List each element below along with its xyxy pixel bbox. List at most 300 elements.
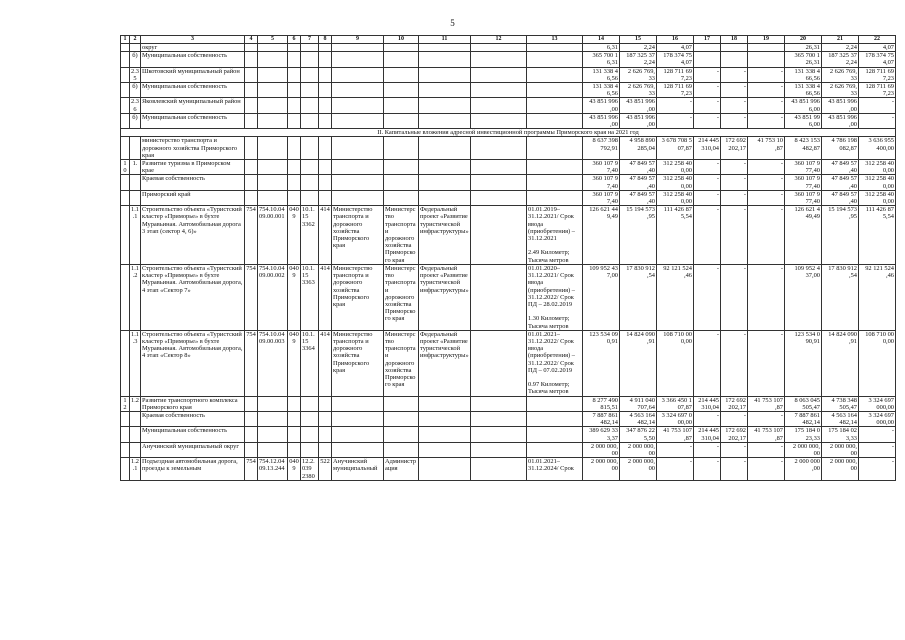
table-row-cell-col17: - bbox=[694, 83, 721, 98]
table-row-cell-col14: 6,31 bbox=[583, 44, 620, 52]
table-row-cell-col1 bbox=[121, 52, 130, 67]
table-row-cell-col1 bbox=[121, 44, 130, 52]
table-row-cell-col4: 754 bbox=[245, 458, 258, 481]
table-row-cell-col8: 414 bbox=[319, 330, 332, 396]
table-row-cell-col4 bbox=[245, 83, 258, 98]
table-row-cell-col10 bbox=[384, 442, 419, 457]
table-row-cell-col20: 360 107 9 77,40 bbox=[785, 190, 822, 205]
table-row bbox=[121, 330, 896, 396]
table-row-cell-col8: 414 bbox=[319, 264, 332, 330]
table-row-cell-col19 bbox=[748, 52, 785, 67]
table-row-cell-col14: 2 000 000, 00 bbox=[583, 442, 620, 457]
table-row-cell-col5 bbox=[258, 427, 288, 442]
table-row-cell-col2: 1.1.2 bbox=[130, 264, 141, 330]
table-row-cell-col5 bbox=[258, 113, 288, 128]
table-row-cell-col1 bbox=[121, 458, 130, 481]
table-row-cell-col4 bbox=[245, 427, 258, 442]
header-row-cell-col16: 16 bbox=[657, 36, 694, 44]
table-row bbox=[121, 52, 896, 67]
table-row-cell-col5: 754.10.04 09.00.003 bbox=[258, 330, 288, 396]
table-row-cell-col4 bbox=[245, 137, 258, 160]
table-row-cell-col13 bbox=[527, 113, 583, 128]
table-row-cell-col13 bbox=[527, 98, 583, 113]
table-row bbox=[121, 190, 896, 205]
table-row-cell-col13 bbox=[527, 175, 583, 190]
table-row-cell-col11: Федеральный проект «Развитие туристической инфраструктуры» bbox=[419, 206, 471, 265]
table-row-cell-col3: Краевая собственность bbox=[141, 175, 245, 190]
table-row-cell-col20: 131 338 4 66,56 bbox=[785, 67, 822, 82]
header-row-cell-col10: 10 bbox=[384, 36, 419, 44]
table-row-cell-col18: - bbox=[721, 206, 748, 265]
table-row-cell-col16: - bbox=[657, 98, 694, 113]
table-row-cell-col19: - bbox=[748, 98, 785, 113]
table-row-cell-col15: 2 000 000, 00 bbox=[620, 442, 657, 457]
table-row bbox=[121, 411, 896, 426]
header-row-cell-col4: 4 bbox=[245, 36, 258, 44]
table-row-cell-col22: - bbox=[859, 113, 896, 128]
table-row-cell-col15: 4 563 164 482,14 bbox=[620, 411, 657, 426]
table-row-cell-col2 bbox=[130, 190, 141, 205]
table-row-cell-col2: б) bbox=[130, 113, 141, 128]
table-row-cell-col17: - bbox=[694, 330, 721, 396]
table-row-cell-col3: Развитие туризма в Приморском крае bbox=[141, 160, 245, 175]
table-row-cell-col12 bbox=[471, 67, 527, 82]
table-row-cell-col22: 3 324 697 000,00 bbox=[859, 411, 896, 426]
table-row-cell-col10 bbox=[384, 396, 419, 411]
table-row-cell-col7 bbox=[301, 52, 319, 67]
table-row-cell-col16: 41 753 107 ,87 bbox=[657, 427, 694, 442]
table-row-cell-col22: 4,07 bbox=[859, 44, 896, 52]
table-row-cell-col12 bbox=[471, 427, 527, 442]
table-row-cell-col3: Шкотовский муниципальный район bbox=[141, 67, 245, 82]
table-row-cell-col2: 1.1.3 bbox=[130, 330, 141, 396]
table-row-cell-col6 bbox=[288, 52, 301, 67]
table-row bbox=[121, 44, 896, 52]
table-row-cell-col21: 2 626 769, 33 bbox=[822, 83, 859, 98]
table-row-cell-col14: 8 277 490 815,51 bbox=[583, 396, 620, 411]
table-row-cell-col9: Министерство транспорта и дорожного хозяйства Приморского края bbox=[332, 264, 384, 330]
table-row-cell-col8: 414 bbox=[319, 206, 332, 265]
table-row-cell-col9 bbox=[332, 52, 384, 67]
table-row-cell-col17: - bbox=[694, 160, 721, 175]
table-row-cell-col6: 0409 bbox=[288, 458, 301, 481]
table-row-cell-col21: 2 000 000, 00 bbox=[822, 442, 859, 457]
table-row-cell-col21: 187 325 37 2,24 bbox=[822, 52, 859, 67]
table-row-cell-col4 bbox=[245, 442, 258, 457]
table-row-cell-col15: 47 849 57 ,40 bbox=[620, 160, 657, 175]
table-row-cell-col1 bbox=[121, 442, 130, 457]
table-row-cell-col20: 109 952 4 37,00 bbox=[785, 264, 822, 330]
table-row-cell-col6 bbox=[288, 190, 301, 205]
table-row-cell-col16: 111 426 87 5,54 bbox=[657, 206, 694, 265]
table-row-cell-col18: 172 692 202,17 bbox=[721, 137, 748, 160]
table-row-cell-col10 bbox=[384, 190, 419, 205]
table-row-cell-col12 bbox=[471, 411, 527, 426]
table-row-cell-col3: Яковлевский муниципальный район bbox=[141, 98, 245, 113]
table-row-cell-col18: - bbox=[721, 190, 748, 205]
table-row-cell-col19: - bbox=[748, 411, 785, 426]
table-row-cell-col8 bbox=[319, 190, 332, 205]
table-row-cell-col17: - bbox=[694, 411, 721, 426]
table-row-cell-col19 bbox=[748, 44, 785, 52]
table-row-cell-col15: 15 194 573 ,95 bbox=[620, 206, 657, 265]
table-row-cell-col6 bbox=[288, 67, 301, 82]
table-row-cell-col22: 128 711 69 7,23 bbox=[859, 83, 896, 98]
table-row-cell-col17 bbox=[694, 44, 721, 52]
table-row-cell-col11 bbox=[419, 458, 471, 481]
table-row-cell-col8 bbox=[319, 67, 332, 82]
table-row-cell-col1 bbox=[121, 264, 130, 330]
table-row-cell-col5 bbox=[258, 411, 288, 426]
table-row-cell-col17: - bbox=[694, 264, 721, 330]
table-row-cell-col6 bbox=[288, 44, 301, 52]
table-row-cell-col9 bbox=[332, 190, 384, 205]
table-row-cell-col13 bbox=[527, 44, 583, 52]
table-row-cell-col11 bbox=[419, 396, 471, 411]
table-row-cell-col12 bbox=[471, 98, 527, 113]
table-row-cell-col7 bbox=[301, 411, 319, 426]
table-row-cell-col18 bbox=[721, 44, 748, 52]
table-row-cell-col11 bbox=[419, 98, 471, 113]
table-row-cell-col4 bbox=[245, 67, 258, 82]
table-row-cell-col14: 131 338 4 6,56 bbox=[583, 67, 620, 82]
table-row-cell-col10 bbox=[384, 160, 419, 175]
table-row-cell-col20: 43 851 99 6,00 bbox=[785, 113, 822, 128]
table-row-cell-col22: 128 711 69 7,23 bbox=[859, 67, 896, 82]
header-row-cell-col13: 13 bbox=[527, 36, 583, 44]
table-row-cell-col10 bbox=[384, 83, 419, 98]
table-row-cell-col16: 312 258 40 0,00 bbox=[657, 190, 694, 205]
table-row bbox=[121, 137, 896, 160]
header-row-cell-col7: 7 bbox=[301, 36, 319, 44]
header-row-cell-col12: 12 bbox=[471, 36, 527, 44]
table-row-cell-col2 bbox=[130, 175, 141, 190]
table-row-cell-col19: - bbox=[748, 442, 785, 457]
table-row-cell-col1 bbox=[121, 113, 130, 128]
table-row-cell-col21: 43 851 996 ,00 bbox=[822, 113, 859, 128]
table-row bbox=[121, 160, 896, 175]
table-row-cell-col11 bbox=[419, 52, 471, 67]
table-row-cell-col3: Приморский край bbox=[141, 190, 245, 205]
table-row-cell-col1: 10 bbox=[121, 160, 130, 175]
table-row-cell-col15: 2 626 769, 33 bbox=[620, 83, 657, 98]
table-row-cell-col5 bbox=[258, 137, 288, 160]
table-row-cell-col14: 7 887 861 482,14 bbox=[583, 411, 620, 426]
table-row-cell-col12 bbox=[471, 175, 527, 190]
table-row-cell-col14: 131 338 4 6,56 bbox=[583, 83, 620, 98]
table-row-cell-col4 bbox=[245, 52, 258, 67]
table-row-cell-col12 bbox=[471, 206, 527, 265]
header-row-cell-col5: 5 bbox=[258, 36, 288, 44]
table-row-cell-col12 bbox=[471, 113, 527, 128]
table-row-cell-col20: 8 423 153 482,87 bbox=[785, 137, 822, 160]
table-row-cell-col7 bbox=[301, 190, 319, 205]
table-row-cell-col22: 312 258 40 0,00 bbox=[859, 160, 896, 175]
table-row-cell-col10 bbox=[384, 411, 419, 426]
table-row-cell-col22: 108 710 00 0,00 bbox=[859, 330, 896, 396]
table-row-cell-col2: 2.35 bbox=[131, 67, 139, 82]
table-row-cell-col6: 0409 bbox=[288, 206, 301, 265]
table-row-cell-col15: 187 325 37 2,24 bbox=[620, 52, 657, 67]
table-row-cell-col3: Строительство объекта «Туристский кластер «Приморье» в бухте Муравьиная. Автомобильная дорога, 4 этап «Сектор 7» bbox=[141, 264, 245, 330]
table-row-cell-col5: 754.10.04 09.00.002 bbox=[258, 264, 288, 330]
table-row-cell-col18: - bbox=[721, 330, 748, 396]
table-row-cell-col15: 17 830 912 ,54 bbox=[620, 264, 657, 330]
table-row-cell-col14: 360 107 9 7,40 bbox=[583, 175, 620, 190]
table-row-cell-col3: Муниципальная собственность bbox=[141, 113, 245, 128]
table-row-cell-col13: 01.01.2021–31.12.2024/ Срок bbox=[527, 458, 583, 481]
header-row-cell-col9: 9 bbox=[332, 36, 384, 44]
table-row-cell-col17: - bbox=[694, 113, 721, 128]
header-row-cell-col15: 15 bbox=[620, 36, 657, 44]
table-row-cell-col19: - bbox=[748, 458, 785, 481]
table-row-cell-col12 bbox=[471, 330, 527, 396]
table-row-cell-col19: 41 753 107 ,87 bbox=[748, 396, 785, 411]
table-row-cell-col11 bbox=[419, 427, 471, 442]
table-row-cell-col4: 754 bbox=[245, 264, 258, 330]
table-row-cell-col18: 172 692 202,17 bbox=[721, 427, 748, 442]
table-row-cell-col21: 47 849 57 ,40 bbox=[822, 175, 859, 190]
table-row-cell-col22: 111 426 87 5,54 bbox=[859, 206, 896, 265]
table-row-cell-col9: Министерство транспорта и дорожного хозяйства Приморского края bbox=[332, 206, 384, 265]
table-row-cell-col10 bbox=[384, 175, 419, 190]
table-row-cell-col3: Подъездная автомобильная дорога, проезды к земельным bbox=[141, 458, 245, 481]
table-row-cell-col20: 360 107 9 77,40 bbox=[785, 160, 822, 175]
table-row-cell-col13 bbox=[527, 160, 583, 175]
table-row-cell-col13 bbox=[527, 67, 583, 82]
table-row-cell-col17: - bbox=[694, 442, 721, 457]
table-row-cell-col20: 2 000 000, 00 bbox=[785, 442, 822, 457]
table-row-cell-col15: 4 958 890 285,04 bbox=[620, 137, 657, 160]
header-row-cell-col17: 17 bbox=[694, 36, 721, 44]
table-row-cell-col4 bbox=[245, 113, 258, 128]
table-row-cell-col1 bbox=[121, 411, 130, 426]
table-row-cell-col1 bbox=[121, 83, 130, 98]
table-row-cell-col3: Развитие транспортного комплекса Приморского края bbox=[141, 396, 245, 411]
table-row-cell-col1 bbox=[121, 67, 130, 82]
table-row-cell-col13 bbox=[527, 52, 583, 67]
table-row-cell-col22: 178 374 75 4,07 bbox=[859, 52, 896, 67]
header-row-cell-col11: 11 bbox=[419, 36, 471, 44]
table-row-cell-col19: - bbox=[748, 113, 785, 128]
table-row-cell-col11 bbox=[419, 442, 471, 457]
table-row-cell-col4 bbox=[245, 190, 258, 205]
table-row-cell-col3: Муниципальная собственность bbox=[141, 83, 245, 98]
table-row-cell-col10: Министерство транспорта и дорожного хозяйства Приморского края bbox=[384, 206, 419, 265]
table-row-cell-col15: 2 626 769, 33 bbox=[620, 67, 657, 82]
table-row-cell-col17: - bbox=[694, 67, 721, 82]
table-row-cell-col11 bbox=[419, 160, 471, 175]
table-row-cell-col11 bbox=[419, 411, 471, 426]
table-row-cell-col4: 754 bbox=[245, 330, 258, 396]
header-row-cell-col8: 8 bbox=[319, 36, 332, 44]
table-row-cell-col5 bbox=[258, 44, 288, 52]
table-row-cell-col14: 109 952 43 7,00 bbox=[583, 264, 620, 330]
table-row-cell-col18: - bbox=[721, 83, 748, 98]
table-row-cell-col7 bbox=[301, 442, 319, 457]
header-row-cell-col21: 21 bbox=[822, 36, 859, 44]
table-row-cell-col9 bbox=[332, 113, 384, 128]
table-row-cell-col17: - bbox=[694, 190, 721, 205]
table-row-cell-col4 bbox=[245, 98, 258, 113]
table-row-cell-col12 bbox=[471, 160, 527, 175]
table-row-cell-col20: 131 338 4 66,56 bbox=[785, 83, 822, 98]
table-row-cell-col22: 92 121 524 ,46 bbox=[859, 264, 896, 330]
table-row-cell-col18: - bbox=[721, 98, 748, 113]
table-row-cell-col7 bbox=[301, 396, 319, 411]
header-row-cell-col22: 22 bbox=[859, 36, 896, 44]
table-row-cell-col5 bbox=[258, 98, 288, 113]
table-row-cell-col19: - bbox=[748, 264, 785, 330]
table-row-cell-col5 bbox=[258, 52, 288, 67]
header-row bbox=[121, 36, 896, 44]
table-row-cell-col7 bbox=[301, 98, 319, 113]
table-row-cell-col18: - bbox=[721, 160, 748, 175]
table-row-cell-col12 bbox=[471, 137, 527, 160]
table-row-cell-col9: Анучинский муниципальный bbox=[332, 458, 384, 481]
table-row-cell-col8 bbox=[319, 113, 332, 128]
table-row-cell-col9 bbox=[332, 83, 384, 98]
table-row-cell-col3: Краевая собственность bbox=[141, 411, 245, 426]
table-row bbox=[121, 264, 896, 330]
table-row-cell-col15: 43 851 996 ,00 bbox=[620, 98, 657, 113]
table-row-cell-col21: 15 194 573 ,95 bbox=[822, 206, 859, 265]
table-row-cell-col13: 01.01.2019–31.12.2021/ Срок ввода (приобретения) – 31.12.2021 2.49 Километр; Тысяча метров bbox=[527, 206, 583, 265]
table-row bbox=[121, 442, 896, 457]
table-row-cell-col21: 14 824 090 ,91 bbox=[822, 330, 859, 396]
table-row-cell-col21: 2 626 769, 33 bbox=[822, 67, 859, 82]
table-row-cell-col10: Министерство транспорта и дорожного хозяйства Приморского края bbox=[384, 330, 419, 396]
table-row-cell-col1 bbox=[121, 190, 130, 205]
table-row-cell-col19: - bbox=[748, 175, 785, 190]
header-row-cell-col1: 1 bbox=[121, 36, 130, 44]
table-row-cell-col21: 175 184 02 3,33 bbox=[822, 427, 859, 442]
table-row-cell-col3: Муниципальная собственность bbox=[141, 52, 245, 67]
table-row-cell-col12 bbox=[471, 190, 527, 205]
table-row-cell-col11 bbox=[419, 44, 471, 52]
table-row bbox=[121, 83, 896, 98]
table-row-cell-col11 bbox=[419, 67, 471, 82]
table-row bbox=[121, 67, 896, 82]
table-row-cell-col5 bbox=[258, 83, 288, 98]
section-title-row bbox=[121, 129, 896, 137]
table-row bbox=[121, 396, 896, 411]
table-row-cell-col17: - bbox=[694, 206, 721, 265]
table-row-cell-col22: 312 258 40 0,00 bbox=[859, 175, 896, 190]
table-row-cell-col16: 312 258 40 0,00 bbox=[657, 160, 694, 175]
table-row-cell-col12 bbox=[471, 52, 527, 67]
table-row-cell-col2 bbox=[130, 442, 141, 457]
table-row-cell-col6 bbox=[288, 83, 301, 98]
table-row-cell-col9: Министерство транспорта и дорожного хозяйства Приморского края bbox=[332, 330, 384, 396]
table-row-cell-col18: - bbox=[721, 67, 748, 82]
table-row-cell-col20: 126 621 4 49,49 bbox=[785, 206, 822, 265]
table-row-cell-col12 bbox=[471, 264, 527, 330]
table-row-cell-col2 bbox=[130, 137, 141, 160]
table-row-cell-col5 bbox=[258, 442, 288, 457]
table-row-cell-col9 bbox=[332, 442, 384, 457]
table-row-cell-col11 bbox=[419, 83, 471, 98]
table-row-cell-col9 bbox=[332, 160, 384, 175]
table-row-cell-col2: 1.1.1 bbox=[130, 206, 141, 265]
table-row-cell-col7: 12.2.039 2380 bbox=[301, 458, 319, 481]
table-row-cell-col16: - bbox=[657, 442, 694, 457]
table-row-cell-col4 bbox=[245, 44, 258, 52]
table-row-cell-col20: 2 000 000 ,00 bbox=[785, 458, 822, 481]
table-row-cell-col10 bbox=[384, 113, 419, 128]
table-row-cell-col10 bbox=[384, 98, 419, 113]
table-row-cell-col15: 2 000 000, 00 bbox=[620, 458, 657, 481]
table-row-cell-col19: - bbox=[748, 190, 785, 205]
table-row-cell-col15: 47 849 57 ,40 bbox=[620, 175, 657, 190]
table-row-cell-col16: - bbox=[657, 113, 694, 128]
table-row-cell-col17: 214 445 310,04 bbox=[694, 396, 721, 411]
table-row-cell-col19: - bbox=[748, 160, 785, 175]
table-row-cell-col14: 43 851 996 ,00 bbox=[583, 113, 620, 128]
table-row-cell-col20: 43 851 996 6,00 bbox=[785, 98, 822, 113]
table-row-cell-col6 bbox=[288, 411, 301, 426]
table-row-cell-col5 bbox=[258, 190, 288, 205]
header-row-cell-col19: 19 bbox=[748, 36, 785, 44]
table-row-cell-col16: 128 711 69 7,23 bbox=[657, 67, 694, 82]
table-row-cell-col6 bbox=[288, 137, 301, 160]
table-row-cell-col15: 4 911 040 707,64 bbox=[620, 396, 657, 411]
table-row-cell-col4 bbox=[245, 411, 258, 426]
table-row-cell-col19: - bbox=[748, 330, 785, 396]
table-row-cell-col9 bbox=[332, 396, 384, 411]
table-row-cell-col12 bbox=[471, 44, 527, 52]
table-row-cell-col3: Анучинский муниципальный округ bbox=[141, 442, 245, 457]
table-row-cell-col14: 123 534 09 0,91 bbox=[583, 330, 620, 396]
table-row-cell-col21: 4 738 348 505,47 bbox=[822, 396, 859, 411]
table-row-cell-col7 bbox=[301, 175, 319, 190]
table-row bbox=[121, 427, 896, 442]
table-row-cell-col14: 43 851 996 ,00 bbox=[583, 98, 620, 113]
table-row-cell-col7 bbox=[301, 427, 319, 442]
table-row-cell-col18: - bbox=[721, 113, 748, 128]
table-row-cell-col20: 360 107 9 77,40 bbox=[785, 175, 822, 190]
table-row-cell-col6 bbox=[288, 175, 301, 190]
table-row-cell-col2 bbox=[130, 411, 141, 426]
table-row-cell-col1 bbox=[121, 206, 130, 265]
table-row-cell-col7: 10.1.15 3362 bbox=[301, 206, 319, 265]
table-row-cell-col1 bbox=[121, 98, 130, 113]
table-row-cell-col8 bbox=[319, 175, 332, 190]
table-row-cell-col21: 17 830 912 ,54 bbox=[822, 264, 859, 330]
table-row-cell-col12 bbox=[471, 83, 527, 98]
table-row-cell-col15: 47 849 57 ,40 bbox=[620, 190, 657, 205]
table-row-cell-col2: 1. bbox=[130, 160, 141, 175]
table-row bbox=[121, 458, 896, 481]
header-row-cell-col20: 20 bbox=[785, 36, 822, 44]
table-row-cell-col13 bbox=[527, 137, 583, 160]
table-row-cell-col9 bbox=[332, 44, 384, 52]
table-row-cell-col4 bbox=[245, 396, 258, 411]
table-row-cell-col13 bbox=[527, 442, 583, 457]
investment-program-table bbox=[120, 35, 896, 481]
table-row-cell-col16: - bbox=[657, 458, 694, 481]
table-row-cell-col12 bbox=[471, 442, 527, 457]
table-row-cell-col2: б) bbox=[130, 83, 141, 98]
table-row-cell-col7: 10.1.15 3363 bbox=[301, 264, 319, 330]
table-row-cell-col6 bbox=[288, 442, 301, 457]
table-row-cell-col11 bbox=[419, 137, 471, 160]
table-row-cell-col10 bbox=[384, 137, 419, 160]
table-row-cell-col6 bbox=[288, 160, 301, 175]
table-row-cell-col6 bbox=[288, 427, 301, 442]
table-row-cell-col1 bbox=[121, 175, 130, 190]
table-row-cell-col2: 2.36 bbox=[131, 98, 139, 113]
